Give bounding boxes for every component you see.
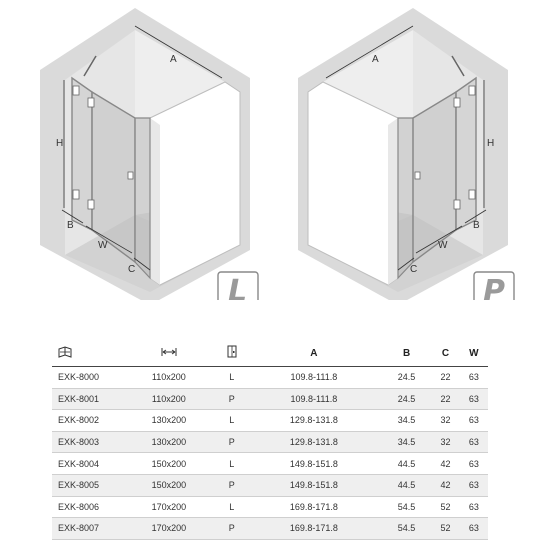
dim-label-c: C [410,264,418,275]
cell-side: P [218,388,246,410]
cell-size: 150x200 [120,453,218,475]
cell-a: 169.8-171.8 [246,496,382,518]
cell-model: EXK-8005 [52,474,120,496]
dim-label-h: H [56,138,64,149]
table-row [52,518,488,540]
variant-badge-letter: P [483,274,505,300]
cell-w: 63 [460,496,488,518]
cell-b: 24.5 [382,388,432,410]
cell-c: 42 [431,453,459,475]
cell-a: 149.8-151.8 [246,474,382,496]
cell-w: 63 [460,474,488,496]
cell-side: P [218,474,246,496]
cell-b: 34.5 [382,431,432,453]
door-side-icon [227,345,237,361]
cell-model: EXK-8007 [52,518,120,540]
cell-size: 150x200 [120,474,218,496]
hinge-icon [88,200,94,209]
hinge-icon [454,98,460,107]
dim-label-b: B [473,220,480,231]
specification-table [52,340,488,540]
side-glass-panel [135,118,150,278]
dim-label-w: W [438,240,448,251]
dim-label-h: H [487,138,495,149]
cell-size: 130x200 [120,410,218,432]
cell-model: EXK-8000 [52,367,120,389]
cell-size: 170x200 [120,518,218,540]
header-model [52,340,120,367]
hinge-icon [469,190,475,199]
header-side [218,340,246,367]
cell-side: L [218,453,246,475]
model-book-icon [58,346,72,361]
diagram-left-variant [0,0,274,300]
cell-b: 54.5 [382,496,432,518]
cell-b: 34.5 [382,410,432,432]
header-w: W [460,340,488,367]
cell-a: 149.8-151.8 [246,453,382,475]
header-size [120,340,218,367]
table-row [52,388,488,410]
hinge-icon [73,190,79,199]
cell-size: 170x200 [120,496,218,518]
cell-a: 169.8-171.8 [246,518,382,540]
cell-c: 22 [431,367,459,389]
cell-model: EXK-8001 [52,388,120,410]
table-row [52,367,488,389]
shower-enclosure-left-drawing [0,0,274,300]
dim-label-a: A [372,54,379,65]
table-row [52,474,488,496]
cell-side: P [218,431,246,453]
cell-c: 52 [431,496,459,518]
cell-w: 63 [460,367,488,389]
dim-label-b: B [67,220,74,231]
cell-size: 130x200 [120,431,218,453]
shower-enclosure-right-drawing [274,0,548,300]
cell-c: 22 [431,388,459,410]
diagram-right-variant [274,0,548,300]
cell-side: L [218,367,246,389]
cell-w: 63 [460,431,488,453]
cell-b: 44.5 [382,474,432,496]
return-wall-edge [150,118,160,285]
cell-b: 54.5 [382,518,432,540]
cell-w: 63 [460,410,488,432]
cell-c: 52 [431,518,459,540]
cell-size: 110x200 [120,367,218,389]
dim-label-a: A [170,54,177,65]
cell-w: 63 [460,453,488,475]
cell-a: 109.8-111.8 [246,367,382,389]
cell-model: EXK-8002 [52,410,120,432]
hinge-icon [88,98,94,107]
table-row [52,431,488,453]
cell-a: 129.8-131.8 [246,431,382,453]
handle-knob-icon [415,172,420,179]
table-header-row [52,340,488,367]
table-row [52,453,488,475]
cell-b: 24.5 [382,367,432,389]
cell-a: 129.8-131.8 [246,410,382,432]
cell-side: P [218,518,246,540]
side-glass-panel [398,118,413,278]
header-c: C [431,340,459,367]
table-row [52,410,488,432]
cell-c: 32 [431,410,459,432]
width-arrows-icon [161,347,177,360]
cell-c: 32 [431,431,459,453]
cell-model: EXK-8006 [52,496,120,518]
cell-side: L [218,410,246,432]
cell-w: 63 [460,518,488,540]
hinge-icon [469,86,475,95]
cell-w: 63 [460,388,488,410]
cell-size: 110x200 [120,388,218,410]
hinge-icon [454,200,460,209]
cell-c: 42 [431,474,459,496]
cell-a: 109.8-111.8 [246,388,382,410]
cell-side: L [218,496,246,518]
handle-knob-icon [128,172,133,179]
cell-b: 44.5 [382,453,432,475]
hinge-icon [73,86,79,95]
dim-label-c: C [128,264,136,275]
cell-model: EXK-8004 [52,453,120,475]
header-a: A [246,340,382,367]
header-b: B [382,340,432,367]
cell-model: EXK-8003 [52,431,120,453]
return-wall-edge [388,118,398,285]
table-row [52,496,488,518]
dim-label-w: W [98,240,108,251]
variant-badge-letter: L [228,274,248,300]
